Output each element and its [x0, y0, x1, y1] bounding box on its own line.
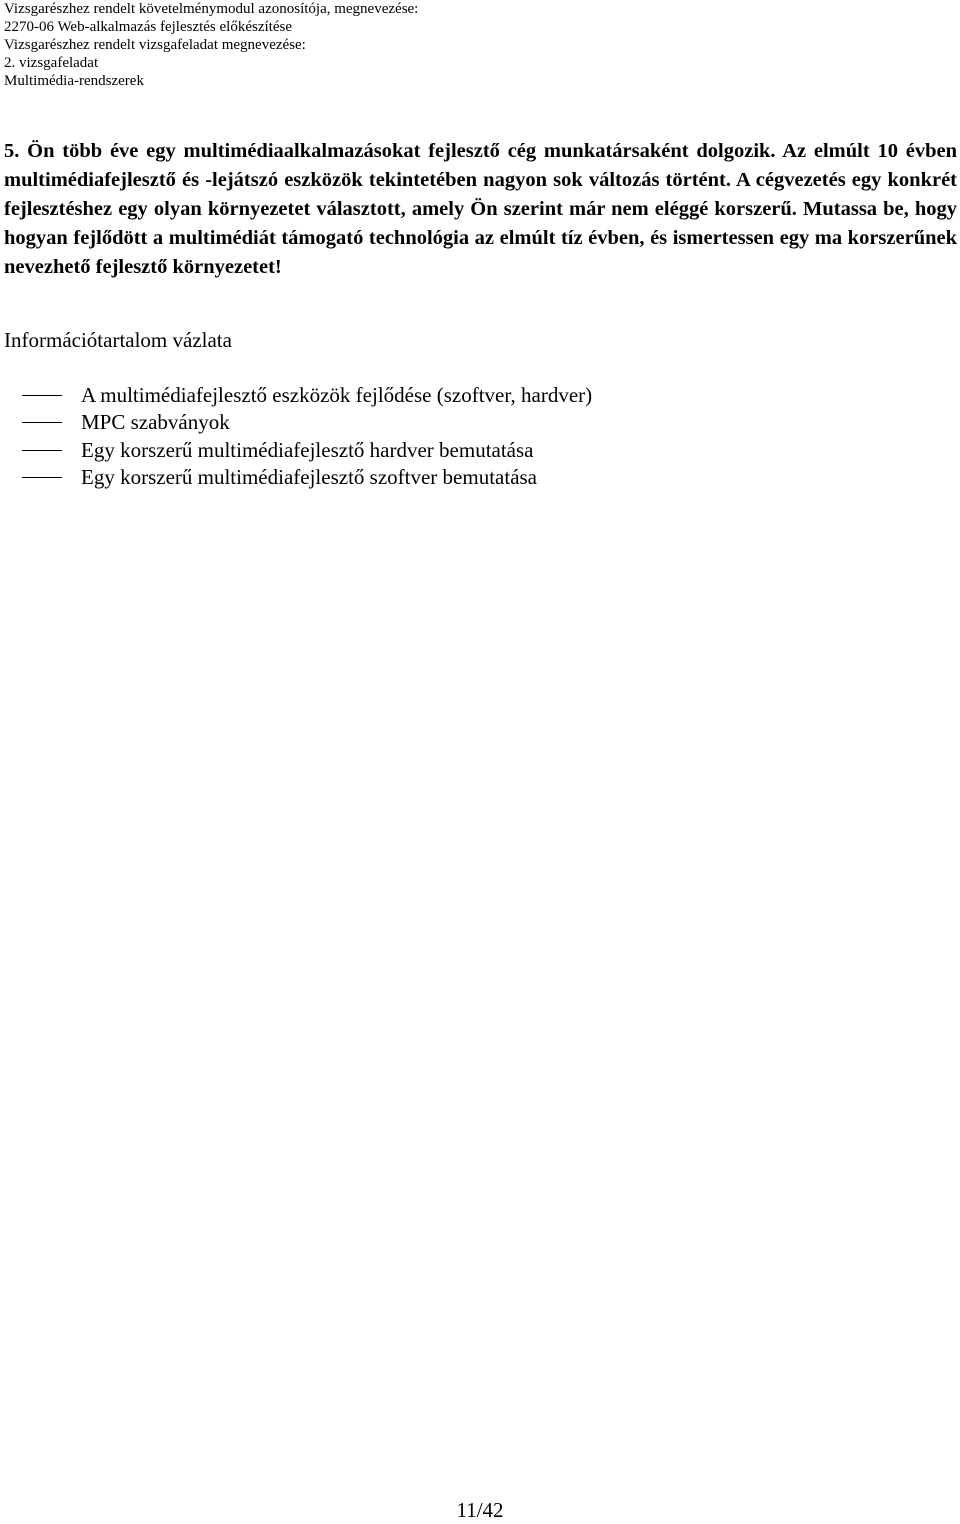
dash-bullet-icon: [22, 450, 62, 451]
outline-title: Információtartalom vázlata: [4, 328, 232, 352]
list-item-text: A multimédiafejlesztő eszközök fejlődése (szoftver, hardver): [81, 383, 593, 407]
dash-bullet-icon: [22, 477, 62, 478]
dash-bullet-icon: [22, 422, 62, 423]
list-item-text: Egy korszerű multimédiafejlesztő szoftver bemutatása: [81, 464, 538, 489]
header-task-number: 2. vizsgafeladat: [4, 55, 99, 71]
header-task-name: Multimédia-rendszerek: [4, 73, 144, 89]
header-module-name: 2270-06 Web-alkalmazás fejlesztés előkészítése: [4, 19, 292, 35]
list-item-text: Egy korszerű multimédiafejlesztő hardver bemutatása: [81, 437, 534, 462]
list-item-text: MPC szabványok: [81, 410, 230, 435]
page-number: 11/42: [456, 1498, 504, 1522]
task-description: 5. Ön több éve egy multimédiaalkalmazásokat fejlesztő cég munkatársaként dolgozik. Az elmúlt 10 évben multimédiafejlesztő és -lejátszó eszközök tekintetében nagyon sok változás történt. A cégvezetés egy konkrét fejlesztéshez egy olyan környezetet választott, amely Ön szerint már nem eléggé korszerű. Mutassa be, hogy hogyan fejlődött a multimédiát támogató technológia az elmúlt tíz évben, és ismertessen egy ma korszerűnek nevezhető fejlesztő környezetet!: [4, 140, 957, 278]
page-header: [4, 0, 944, 90]
header-task-label: Vizsgarészhez rendelt vizsgafeladat megnevezése:: [4, 37, 306, 53]
dash-bullet-icon: [22, 395, 62, 396]
header-module-label: Vizsgarészhez rendelt követelménymodul azonosítója, megnevezése:: [4, 1, 419, 17]
